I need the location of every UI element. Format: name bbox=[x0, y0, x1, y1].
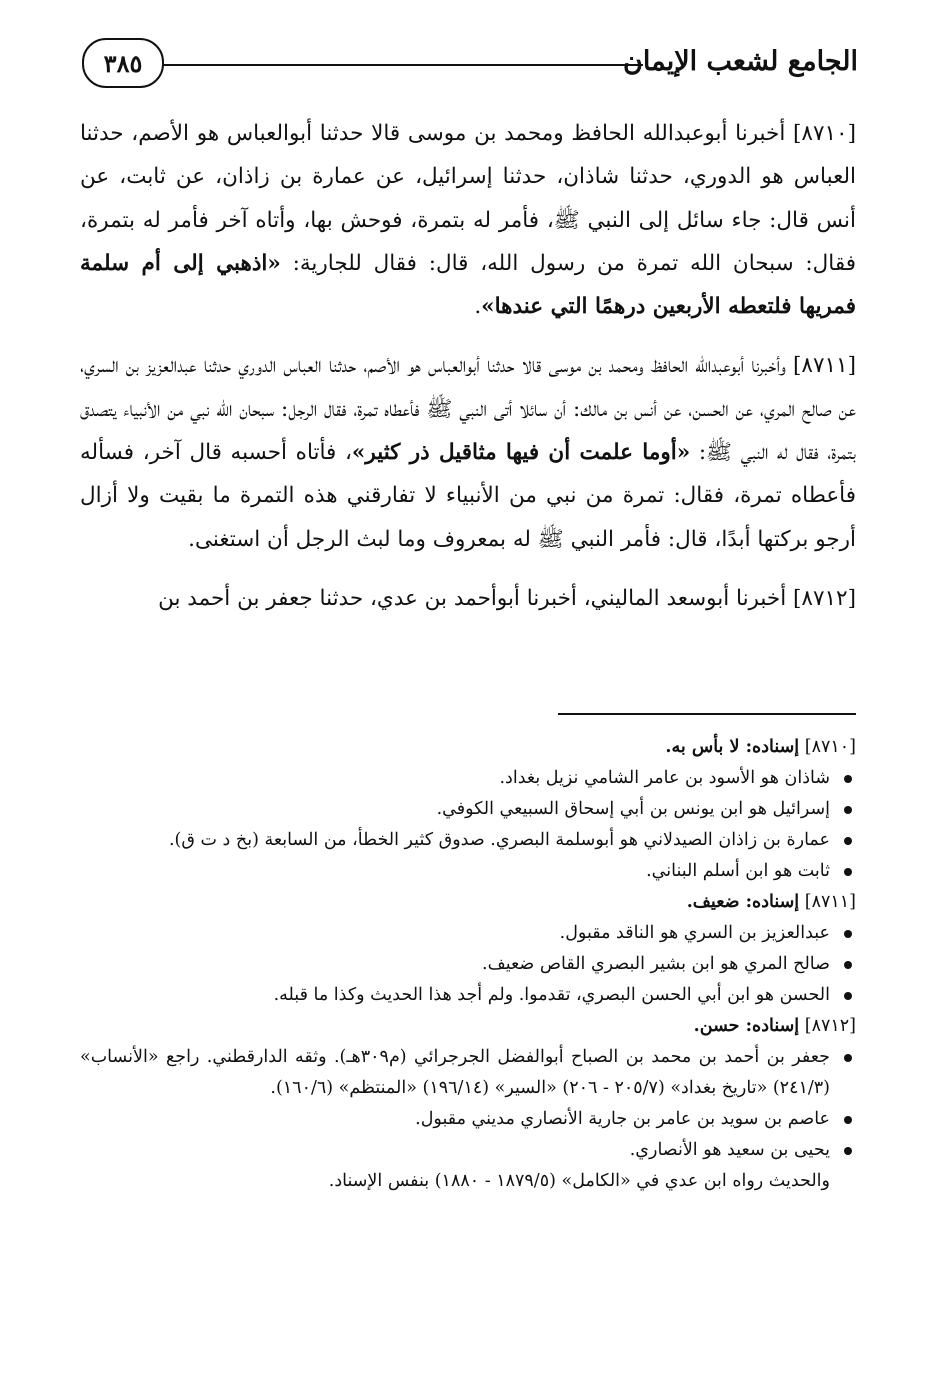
page-number: ٣٨٥ bbox=[82, 38, 164, 88]
footnote-separator bbox=[558, 713, 856, 715]
footnote-item bbox=[80, 918, 856, 949]
bullet-icon bbox=[844, 868, 852, 876]
footnote-item-text: جعفر بن أحمد بن محمد بن الصباح أبوالفضل الجرجرائي (م٣٠٩هـ). وثقه الدارقطني. راجع «الأنساب» (٢٤١/٣) «تاريخ بغداد» (٢٠٥/٧ - ٢٠٦) «السير» (١٩٦/١٤) «المنتظم» (١٦٠/٦). bbox=[80, 1047, 830, 1098]
prophetic-quote: «اذهبي إلى أم سلمة فمريها فلتعطه الأربعين درهمًا التي عندها» bbox=[80, 250, 856, 320]
footnote-heading bbox=[80, 887, 856, 918]
footnote-item bbox=[80, 1104, 856, 1135]
bullet-icon bbox=[844, 961, 852, 969]
footnote-list bbox=[80, 1042, 856, 1166]
footnote-closing-note: والحديث رواه ابن عدي في «الكامل» (١٨٧٩/٥ - ١٨٨٠) بنفس الإسناد. bbox=[328, 1171, 830, 1191]
footnote-item-text: شاذان هو الأسود بن عامر الشامي نزيل بغداد. bbox=[499, 768, 830, 788]
footnote-item bbox=[80, 763, 856, 794]
footnote-item bbox=[80, 1135, 856, 1166]
footnote-heading bbox=[80, 732, 856, 763]
footnote-item bbox=[80, 1042, 856, 1104]
book-title: الجامع لشعب الإيمان bbox=[623, 46, 858, 77]
bullet-icon bbox=[844, 1054, 852, 1062]
footnote-item bbox=[80, 794, 856, 825]
bullet-icon bbox=[844, 806, 852, 814]
main-text bbox=[80, 112, 856, 636]
footnote-number: [٨٧١٢] bbox=[804, 1016, 856, 1036]
footnote-number: [٨٧١٠] bbox=[804, 737, 856, 757]
footnote-item-text: صالح المري هو ابن بشير البصري القاص ضعيف. bbox=[482, 954, 830, 974]
bullet-icon bbox=[844, 992, 852, 1000]
hadith-8710 bbox=[80, 112, 856, 328]
bullet-icon bbox=[844, 837, 852, 845]
header-rule bbox=[162, 64, 643, 66]
footnote-item-text: عاصم بن سويد بن عامر بن جارية الأنصاري مديني مقبول. bbox=[415, 1109, 830, 1129]
footnote-item bbox=[80, 856, 856, 887]
hadith-8712 bbox=[80, 577, 856, 620]
bullet-icon bbox=[844, 930, 852, 938]
hadith-text: أخبرنا أبوعبدالله الحافظ ومحمد بن موسى قالا حدثنا أبوالعباس هو الأصم، حدثنا العباس هو الدوري، حدثنا شاذان، حدثنا إسرائيل، عن عمارة بن زاذان، عن ثابت، عن أنس قال: جاء سائل إلى النبي ﷺ، فأمر له بتمرة، فوحش بها، وأتاه آخر فأمر له بتمرة، فقال: سبحان الله تمرة من رسول الله، قال: فقال للجارية: bbox=[80, 121, 856, 276]
footnote-item-text: ثابت هو ابن أسلم البناني. bbox=[646, 861, 830, 881]
hadith-number: [٨٧١٠] bbox=[793, 121, 856, 146]
hadith-text: أخبرنا أبوسعد الماليني، أخبرنا أبوأحمد بن عدي، حدثنا جعفر بن أحمد بن bbox=[158, 585, 787, 611]
footnote-item bbox=[80, 825, 856, 856]
footnote-number: [٨٧١١] bbox=[804, 892, 856, 912]
footnote-grading: إسناده: حسن. bbox=[693, 1016, 800, 1036]
footnote-item-text: الحسن هو ابن أبي الحسن البصري، تقدموا. ولم أجد هذا الحديث وكذا ما قبله. bbox=[273, 985, 830, 1005]
footnote-item-text: إسرائيل هو ابن يونس بن أبي إسحاق السبيعي الكوفي. bbox=[436, 799, 830, 819]
hadith-8711 bbox=[80, 344, 856, 560]
footnotes bbox=[80, 732, 856, 1197]
footnote-heading bbox=[80, 1011, 856, 1042]
page-header bbox=[82, 38, 858, 90]
hadith-text-after: ، فأتاه أحسبه قال آخر، فسأله فأعطاه تمرة، فقال: تمرة من نبي من الأنبياء لا تفارقني هذه التمرة ما بقيت ولا أزال أرجو بركتها أبدًا، قال: فأمر النبي ﷺ له بمعروف وما لبث الرجل أن استغنى. bbox=[80, 440, 856, 552]
hadith-text-after: . bbox=[474, 294, 482, 320]
hadith-number: [٨٧١١] bbox=[793, 353, 856, 379]
footnote-item-text: عبدالعزيز بن السري هو الناقد مقبول. bbox=[559, 923, 830, 943]
hadith-text: وأخبرنا أبوعبدالله الحافظ ومحمد بن موسى قالا حدثنا أبوالعباس هو الأصم، حدثنا العباس الدوري حدثنا عبدالعزيز بن السري، عن صالح المري، عن الحسن، عن أنس بن مالك: أن سائلا أتى النبي ﷺ فأعطاه تمرة، فقال الرجل: سبحان الله نبي من الأنبياء يتصدق بتمرة، فقال له النبي ﷺ: bbox=[80, 353, 856, 466]
footnote-list bbox=[80, 763, 856, 887]
footnote-grading: إسناده: لا بأس به. bbox=[665, 737, 800, 757]
footnote-list bbox=[80, 918, 856, 1011]
footnote-item-text: عمارة بن زاذان الصيدلاني هو أبوسلمة البصري. صدوق كثير الخطأ، من السابعة (بخ د ت ق). bbox=[168, 830, 830, 850]
bullet-icon bbox=[844, 1116, 852, 1124]
footnote-item bbox=[80, 980, 856, 1011]
hadith-number: [٨٧١٢] bbox=[793, 585, 856, 611]
bullet-icon bbox=[844, 775, 852, 783]
bullet-icon bbox=[844, 1147, 852, 1155]
footnote-grading: إسناده: ضعيف. bbox=[686, 892, 800, 912]
footnote-item-text: يحيى بن سعيد هو الأنصاري. bbox=[629, 1140, 830, 1160]
prophetic-quote: «أوما علمت أن فيها مثاقيل ذر كثير» bbox=[351, 440, 691, 466]
footnote-item bbox=[80, 949, 856, 980]
